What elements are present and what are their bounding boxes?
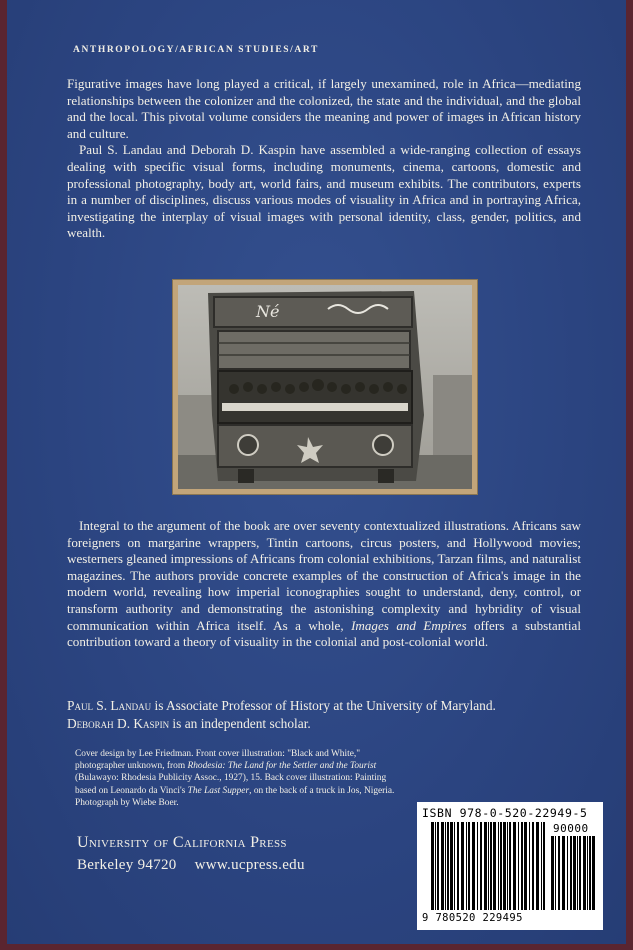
author-name: Deborah D. Kaspin bbox=[67, 716, 170, 731]
credits-title: The Last Supper bbox=[187, 785, 250, 796]
description-p3-end: offers a substantial contribution toward a theory of visuality in the colonial and post-colonial world. bbox=[67, 617, 581, 650]
price-code: 90000 bbox=[553, 822, 589, 835]
publisher-city: Berkeley 94720 bbox=[77, 857, 177, 873]
description bbox=[67, 76, 581, 242]
barcode-label bbox=[417, 802, 603, 930]
credits-text: (Bulawayo: Rhodesia Publicity Assoc., 1927), 15. Back cover illustration: Painting based on Leonardo da Vinci's bbox=[75, 773, 387, 796]
author-bio-text: is an independent scholar. bbox=[169, 716, 311, 731]
ean-barcode bbox=[431, 822, 547, 910]
author-bio bbox=[67, 697, 581, 715]
credits-title: Rhodesia: The Land for the Settler and the Tourist bbox=[187, 761, 377, 772]
author-bio-text: is Associate Professor of History at the University of Maryland. bbox=[151, 698, 496, 713]
description-paragraph-3 bbox=[67, 518, 581, 651]
credits-text: , on the back of a truck in Jos, Nigeria. Photograph by Wiebe Boer. bbox=[75, 785, 395, 808]
price-barcode bbox=[551, 836, 597, 910]
book-title-reference: Images and Empires bbox=[351, 617, 467, 633]
publisher-address bbox=[77, 854, 305, 877]
publisher-name: University of California Press bbox=[77, 834, 287, 851]
truck-painting-image bbox=[178, 285, 472, 489]
author-bios bbox=[67, 697, 581, 733]
author-name: Paul S. Landau bbox=[67, 698, 152, 713]
description-paragraph-2: Paul S. Landau and Deborah D. Kaspin have assembled a wide-ranging collection of essays dealing with specific visual forms, including monuments, cinema, cartoons, domestic and professional photography, body art, world fairs, and museum exhibits. The contributors, experts in a number of disciplines, discuss various modes of visuality in Africa and in portraying Africa, investigating the interplay of visual images with personal identity, class, gender, politics, and wealth. bbox=[67, 142, 581, 241]
publisher-block bbox=[77, 831, 305, 877]
truck-lettering: Né bbox=[256, 302, 280, 321]
category-label: ANTHROPOLOGY/AFRICAN STUDIES/ART bbox=[73, 45, 319, 55]
publisher-website: www.ucpress.edu bbox=[194, 857, 305, 873]
cover-credits bbox=[75, 748, 405, 809]
ean-number: 9 780520 229495 bbox=[422, 912, 523, 924]
description-paragraph-1: Figurative images have long played a critical, if largely unexamined, role in Africa—mediating relationships between the colonizer and the colonized, the state and the individual, and the global and the local. This pivotal volume considers the meaning and power of images in African history and culture. bbox=[67, 76, 581, 141]
back-cover-photograph bbox=[172, 279, 478, 495]
author-bio bbox=[67, 715, 581, 733]
credits-text: Cover design by Lee Friedman. Front cover illustration: "Black and White," photographer unknown, from bbox=[75, 749, 361, 772]
description-p3-start: Integral to the argument of the book are over seventy contextualized illustrations. Africans saw foreigners on margarine wrappers, Tintin cartoons, circus posters, and Hollywood movies; westerners gleaned impressions of Africans from colonial exhibitions, Tarzan films, and naturalist magazines. The authors provide concrete examples of the construction of Africa's image in the modern world, revealing how imperial iconographies sought to understand, deny, control, or transform authority and demonstrating the astonishing complexity and hybridity of visual communication within Africa itself. As a whole, bbox=[67, 518, 581, 633]
isbn-text: ISBN 978-0-520-22949-5 bbox=[422, 806, 588, 820]
